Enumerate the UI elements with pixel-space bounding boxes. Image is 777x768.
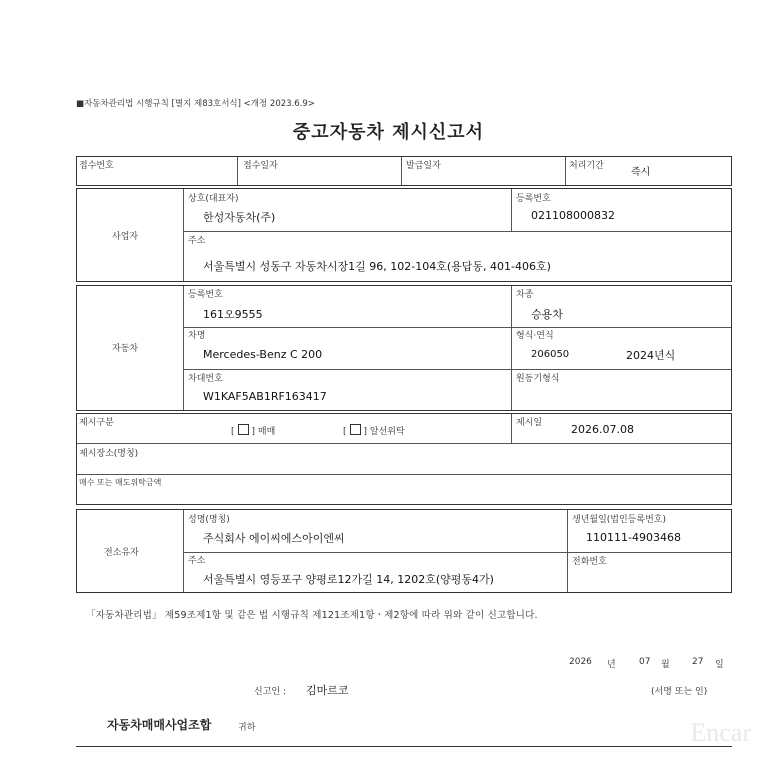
sign-note: (서명 또는 인) <box>651 687 708 697</box>
issue-date-label: 발급일자 <box>406 161 441 171</box>
business-reg-label: 등록번호 <box>516 194 551 204</box>
date-day-unit: 일 <box>715 660 724 670</box>
owner-birth-value: 110111-4903468 <box>586 531 681 544</box>
signer-label: 신고인 : <box>254 687 286 697</box>
option-broker[interactable]: [ ] 알선위탁 <box>343 424 405 437</box>
receipt-no-label: 접수번호 <box>79 161 114 171</box>
date-year: 2026 <box>569 657 592 667</box>
owner-section-label: 전소유자 <box>104 548 139 558</box>
owner-address-label: 주소 <box>188 556 206 566</box>
declaration-text: 「자동차관리법」 제59조제1항 및 같은 법 시행규칙 제121조제1항ㆍ제2항에 따라 위와 같이 신고합니다. <box>86 610 538 621</box>
owner-name-value: 주식회사 에이씨에스아이엔씨 <box>203 532 345 545</box>
business-name-value: 한성자동차(주) <box>203 211 276 224</box>
signer-name: 김마르코 <box>306 684 349 697</box>
business-section-label: 사업자 <box>112 232 139 242</box>
vehicle-kind-label: 차종 <box>516 290 534 300</box>
presentation-type-label: 제시구분 <box>79 418 114 428</box>
owner-birth-label: 생년월일(법인등록번호) <box>572 515 666 525</box>
presentation-place-label: 제시장소(명칭) <box>79 449 139 459</box>
business-name-label: 상호(대표자) <box>188 194 239 204</box>
vehicle-kind-value: 승용차 <box>531 308 563 321</box>
owner-address-value: 서울특별시 영등포구 양평로12가길 14, 1202호(양평동4가) <box>203 573 494 586</box>
vehicle-type-value: 206050 <box>531 349 570 360</box>
business-reg-value: 021108000832 <box>531 209 615 222</box>
vehicle-name-label: 차명 <box>188 331 206 341</box>
presentation-date-label: 제시일 <box>516 418 543 428</box>
business-address-value: 서울특별시 성동구 자동차시장1길 96, 102-104호(용답동, 401-406호) <box>203 260 551 273</box>
vehicle-type-label: 형식·연식 <box>516 331 554 341</box>
law-reference: ■자동차관리법 시행규칙 [별지 제83호서식] <개정 2023.6.9> <box>76 99 315 109</box>
vehicle-engine-label: 원동기형식 <box>516 374 560 384</box>
owner-phone-label: 전화번호 <box>572 557 607 567</box>
vehicle-year-value: 2024년식 <box>626 349 676 362</box>
business-address-label: 주소 <box>188 236 206 246</box>
buyer-amount-label: 매수 또는 매도위탁금액 <box>79 478 162 487</box>
date-month: 07 <box>639 657 651 667</box>
option-sale-label: 매매 <box>257 427 276 437</box>
vehicle-name-value: Mercedes-Benz C 200 <box>203 348 323 361</box>
sale-checkbox[interactable] <box>238 424 249 435</box>
presentation-date-value: 2026.07.08 <box>571 423 634 436</box>
receipt-date-label: 접수일자 <box>243 161 278 171</box>
option-sale[interactable]: [ ] 매매 <box>231 424 275 437</box>
form-title: 중고자동차 제시신고서 <box>292 122 485 143</box>
vehicle-vin-value: W1KAF5AB1RF163417 <box>203 390 327 403</box>
processing-period-label: 처리기간 <box>569 161 604 171</box>
date-year-unit: 년 <box>607 660 616 670</box>
date-day: 27 <box>692 657 704 667</box>
option-broker-label: 알선위탁 <box>369 427 405 437</box>
vehicle-reg-value: 161오9555 <box>203 308 263 321</box>
bottom-rule <box>76 746 732 747</box>
watermark-logo: Encar <box>690 718 751 747</box>
vehicle-reg-label: 등록번호 <box>188 290 223 300</box>
date-month-unit: 월 <box>661 660 670 670</box>
broker-checkbox[interactable] <box>350 424 361 435</box>
recipient-name: 자동차매매사업조합 <box>107 718 212 732</box>
processing-period-value: 즉시 <box>631 167 651 178</box>
owner-name-label: 성명(명칭) <box>188 515 230 525</box>
vehicle-vin-label: 차대번호 <box>188 374 223 384</box>
vehicle-section-label: 자동차 <box>112 344 139 354</box>
recipient-suffix: 귀하 <box>238 723 256 733</box>
